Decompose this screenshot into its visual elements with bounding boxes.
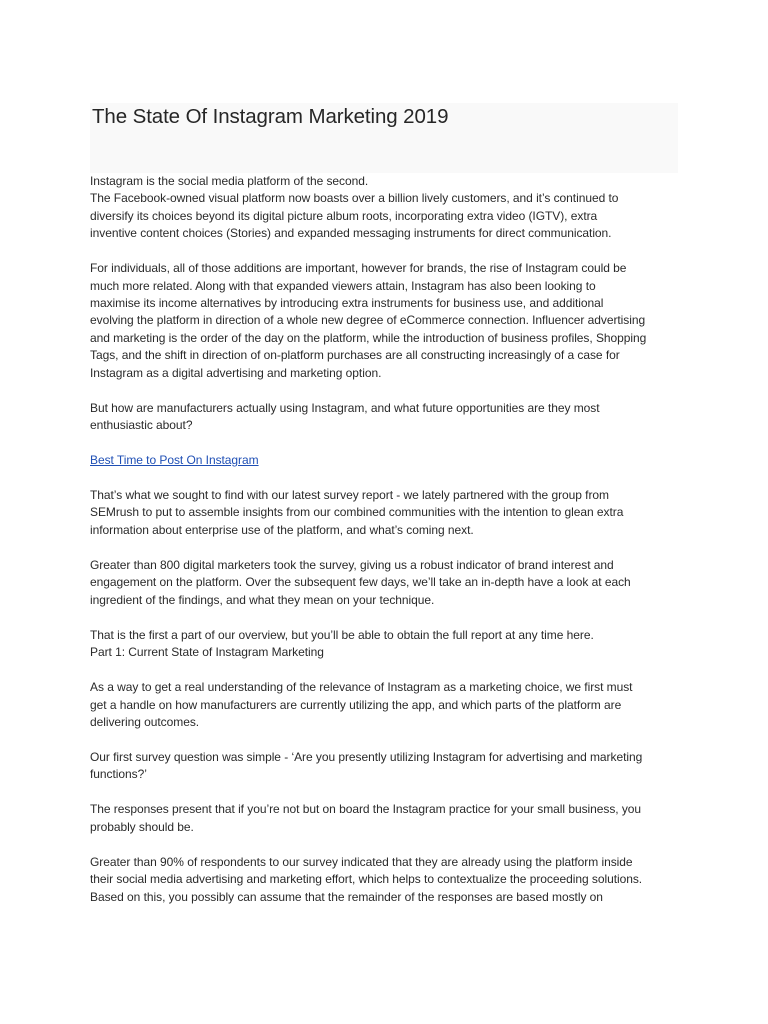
paragraph-question bbox=[90, 400, 690, 435]
text-line: Greater than 90% of respondents to our survey indicated that they are already using the platform inside bbox=[90, 854, 633, 869]
text-line: That is the first a part of our overview, but you’ll be able to obtain the full report at any time here. bbox=[90, 627, 594, 642]
title-block bbox=[90, 103, 678, 173]
paragraph-survey bbox=[90, 487, 690, 539]
text-line: delivering outcomes. bbox=[90, 714, 200, 729]
text-line: SEMrush to put to assemble insights from our combined communities with the intention to glean extra bbox=[90, 505, 624, 520]
text-line: Based on this, you possibly can assume that the remainder of the responses are based mostly on bbox=[90, 889, 603, 904]
text-line: The Facebook-owned visual platform now boasts over a billion lively customers, and it’s continued to bbox=[90, 191, 619, 206]
paragraph-marketers bbox=[90, 557, 690, 609]
text-line: But how are manufacturers actually using Instagram, and what future opportunities are they most bbox=[90, 400, 600, 415]
text-line: Instagram is the social media platform of the second. bbox=[90, 174, 369, 188]
paragraph-overview bbox=[90, 627, 690, 662]
paragraph-first-question bbox=[90, 749, 690, 784]
section-heading-part-1: Part 1: Current State of Instagram Marketing bbox=[90, 645, 324, 660]
text-line: Our first survey question was simple - ‘Are you presently utilizing Instagram for advertising and marketing bbox=[90, 749, 643, 764]
text-line: their social media advertising and marketing effort, which helps to contextualize the proceeding solutions. bbox=[90, 872, 643, 887]
text-line: inventive content choices (Stories) and expanded messaging instruments for direct communication. bbox=[90, 226, 612, 241]
page-title: The State Of Instagram Marketing 2019 bbox=[92, 105, 449, 128]
text-line: evolving the platform in direction of a whole new degree of eCommerce connection. Influencer advertising bbox=[90, 313, 646, 328]
text-line: ingredient of the findings, and what they mean on your technique. bbox=[90, 592, 435, 607]
text-line: For individuals, all of those additions are important, however for brands, the rise of Instagram could be bbox=[90, 261, 627, 276]
text-line: diversify its choices beyond its digital picture album roots, incorporating extra video (IGTV), extra bbox=[90, 208, 598, 223]
text-line: and marketing is the order of the day on the platform, while the introduction of business profiles, Shopping bbox=[90, 330, 647, 345]
paragraph-link bbox=[90, 452, 690, 469]
text-line: information about enterprise use of the platform, and what’s coming next. bbox=[90, 522, 474, 537]
text-line: much more related. Along with that expanded viewers attain, Instagram has also been looking to bbox=[90, 278, 596, 293]
text-line: The responses present that if you’re not but on board the Instagram practice for your small business, you bbox=[90, 802, 642, 817]
paragraph-responses bbox=[90, 801, 690, 836]
text-line: Instagram as a digital advertising and marketing option. bbox=[90, 365, 382, 380]
text-line: enthusiastic about? bbox=[90, 418, 193, 433]
best-time-to-post-link[interactable]: Best Time to Post On Instagram bbox=[90, 453, 259, 468]
text-line: maximise its income alternatives by introducing extra instruments for business use, and additional bbox=[90, 296, 604, 311]
paragraph-intro bbox=[90, 173, 690, 243]
text-line: Tags, and the shift in direction of on-platform purchases are all constructing increasingly of a case for bbox=[90, 348, 620, 363]
text-line: get a handle on how manufacturers are currently utilizing the app, and which parts of the platform are bbox=[90, 697, 622, 712]
text-line: Greater than 800 digital marketers took the survey, giving us a robust indicator of brand interest and bbox=[90, 557, 614, 572]
paragraph-percentage bbox=[90, 854, 690, 906]
text-line: functions?’ bbox=[90, 767, 147, 782]
article-body bbox=[90, 173, 690, 906]
paragraph-brands bbox=[90, 260, 690, 382]
text-line: engagement on the platform. Over the subsequent few days, we’ll take an in-depth have a look at each bbox=[90, 575, 631, 590]
paragraph-relevance bbox=[90, 679, 690, 731]
text-line: As a way to get a real understanding of the relevance of Instagram as a marketing choice, we first must bbox=[90, 680, 633, 695]
text-line: probably should be. bbox=[90, 819, 194, 834]
text-line: That’s what we sought to find with our latest survey report - we lately partnered with the group from bbox=[90, 488, 609, 503]
